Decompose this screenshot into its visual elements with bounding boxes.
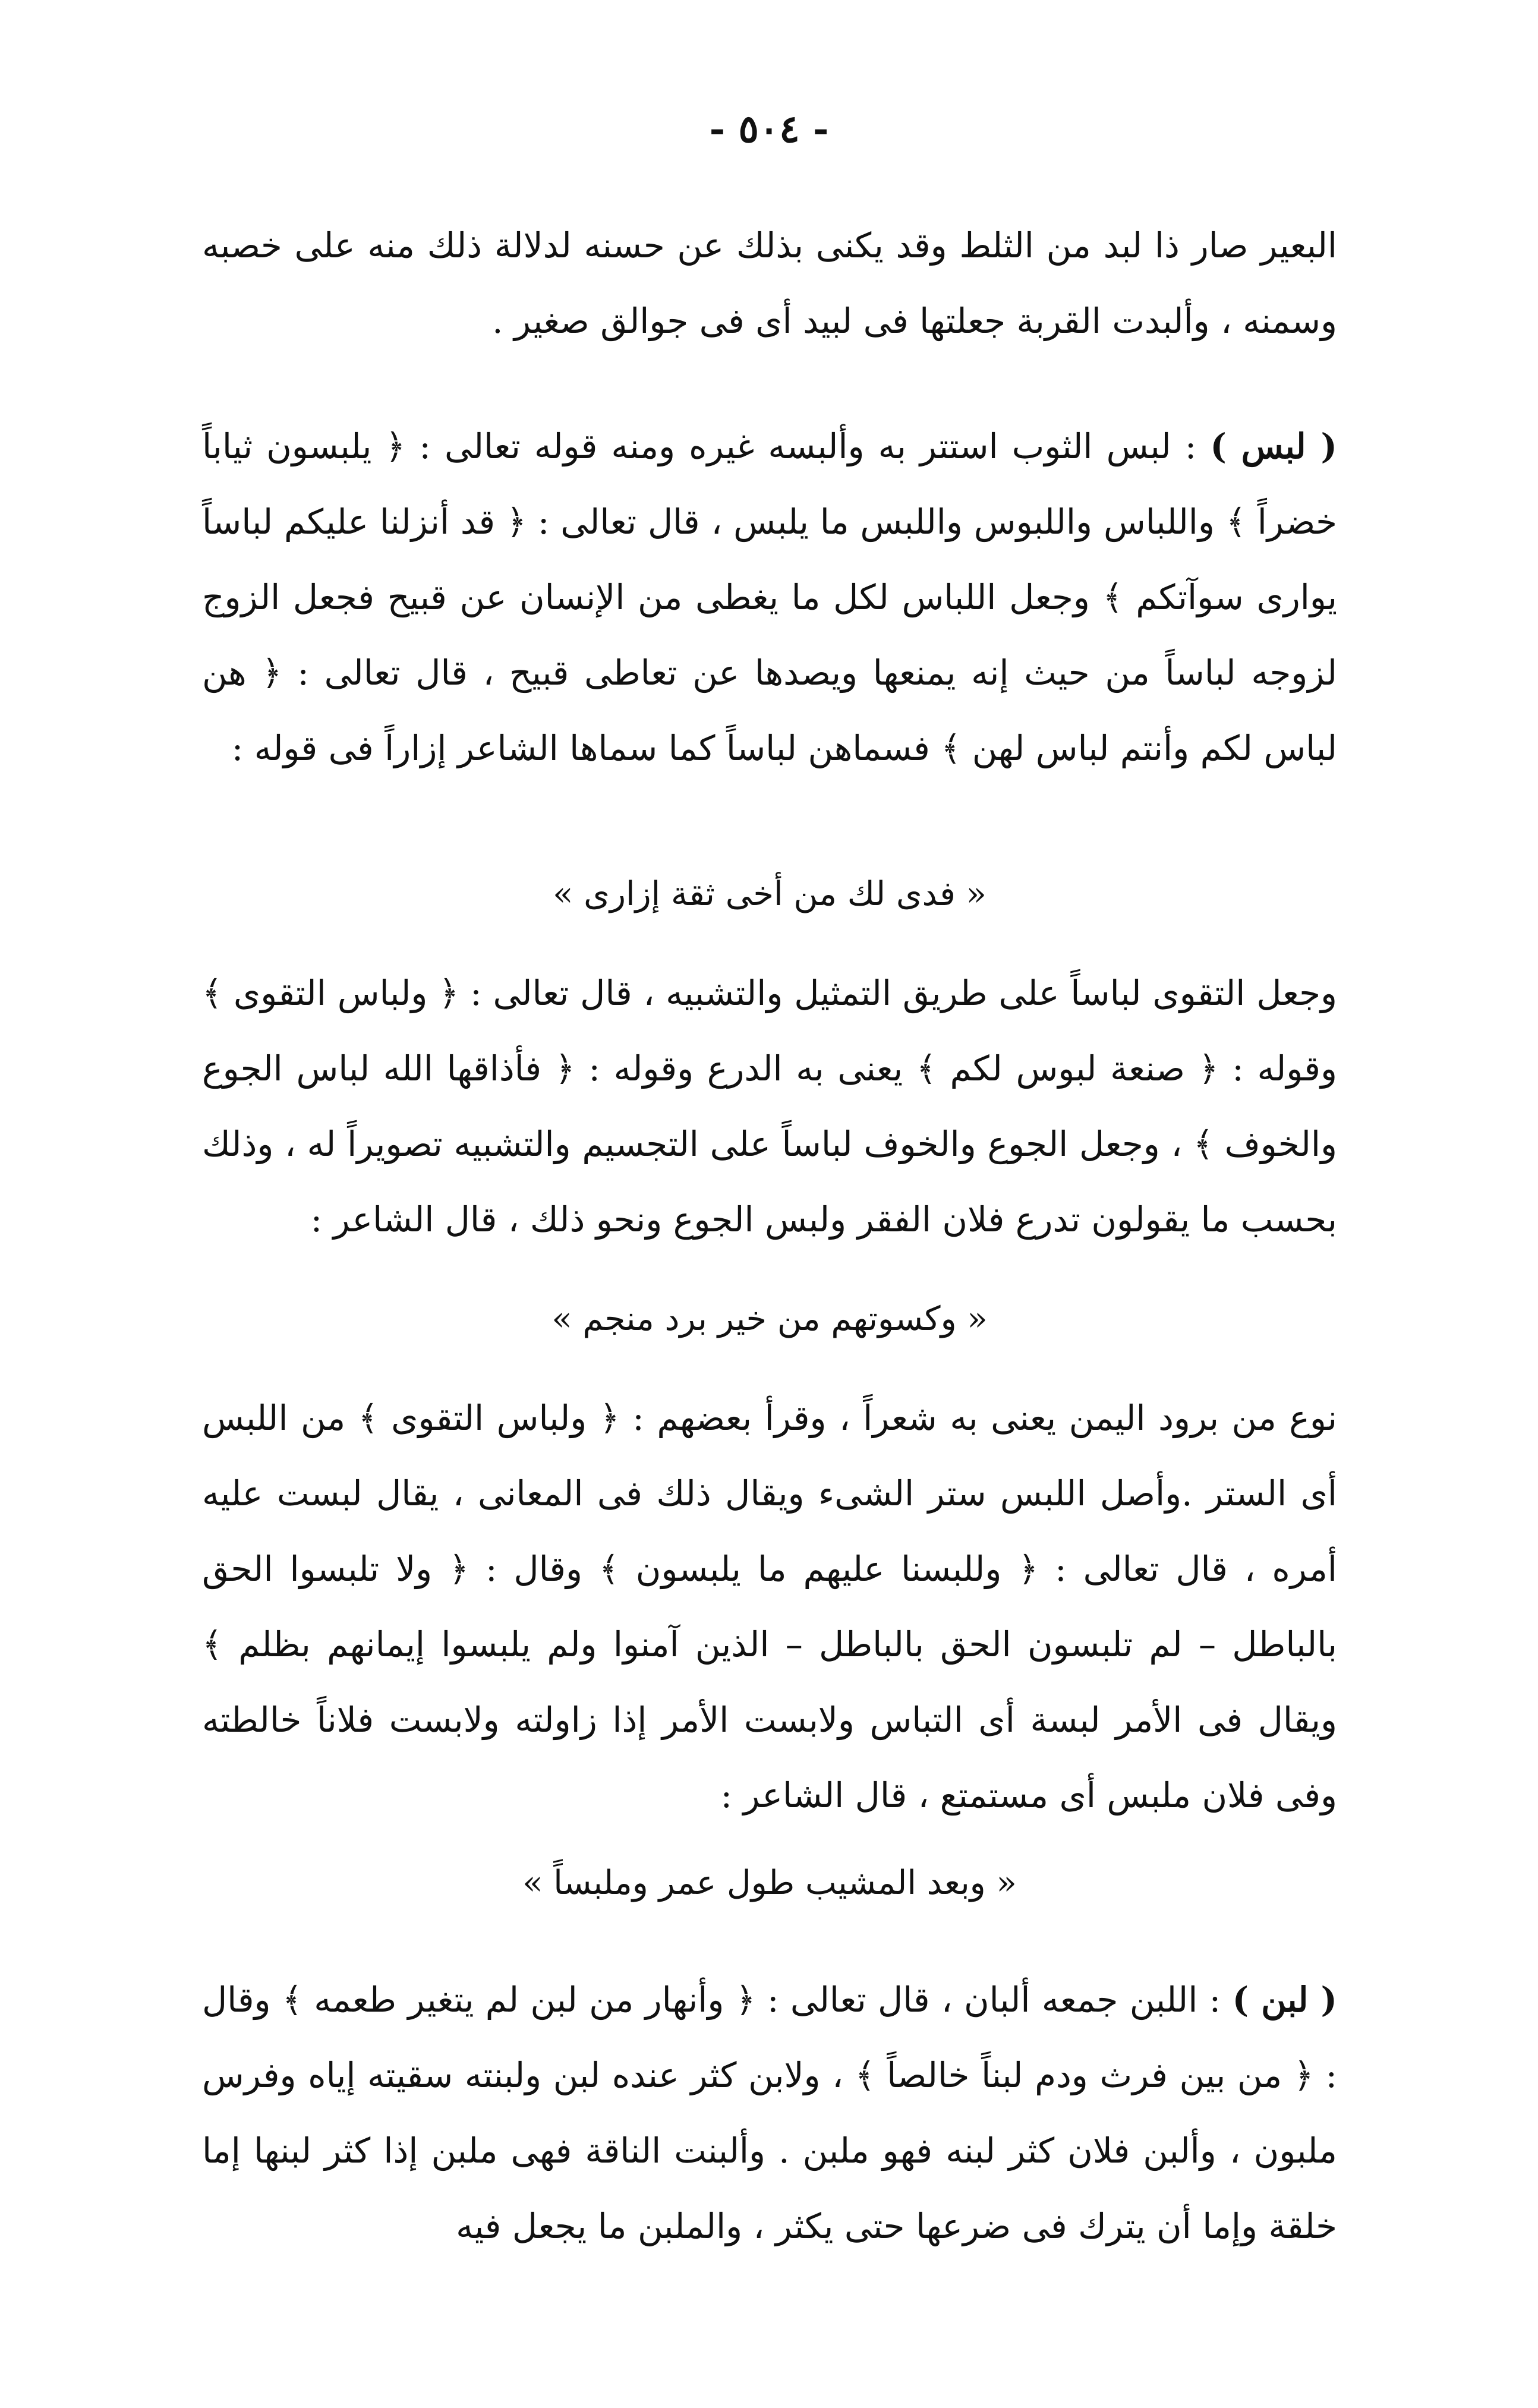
page-number: - ٥٠٤ - [709, 107, 829, 152]
poetry-verse-3: « وبعد المشيب طول عمر وملبساً » [522, 1864, 1017, 1902]
poetry-verse-1: « فدى لك من أخى ثقة إزارى » [553, 875, 987, 913]
headword-laban: ( لبن ) [1232, 1980, 1337, 2020]
entry-libs-text: : لبس الثوب استتر به وألبسه غيره ومنه قوله تعالى : ﴿ يلبسون ثياباً خضراً ﴾ واللباس واللبوس واللبس ما يلبس ، قال تعالى : ﴿ قد أنزلنا عليكم لباساً يوارى سوآتكم ﴾ وجعل اللباس لكل ما يغطى من الإنسان عن قبيح فجعل الزوج لزوجه لباساً من حيث إنه يمنعها ويصدها عن تعاطى قبيح ، قال تعالى : ﴿ هن لباس لكم وأنتم لباس لهن ﴾ فسماهن لباساً كما سماها الشاعر إزاراً فى قوله : [202, 426, 1337, 768]
entry-libs [202, 409, 1337, 786]
poetry-verse-2: « وكسوتهم من خير برد منجم » [551, 1300, 988, 1338]
entry-laban [202, 1962, 1337, 2264]
paragraph-continuation: البعير صار ذا لبد من الثلط وقد يكنى بذلك عن حسنه لدلالة ذلك منه على خصبه وسمنه ، وألبدت القربة جعلتها فى لبيد أى فى جوالق صغير . [202, 225, 1337, 341]
paragraph-taqwa: وجعل التقوى لباساً على طريق التمثيل والتشبيه ، قال تعالى : ﴿ ولباس التقوى ﴾ وقوله : ﴿ صنعة لبوس لكم ﴾ يعنى به الدرع وقوله : ﴿ فأذاقها الله لباس الجوع والخوف ﴾ ، وجعل الجوع والخوف لباساً على التجسيم والتشبيه تصويراً له ، وذلك بحسب ما يقولون تدرع فلان الفقر ولبس الجوع ونحو ذلك ، قال الشاعر : [202, 973, 1337, 1240]
headword-libs: ( لبس ) [1210, 426, 1337, 467]
page-body [202, 208, 1337, 2264]
entry-laban-text: : اللبن جمعه ألبان ، قال تعالى : ﴿ وأنهار من لبن لم يتغير طعمه ﴾ وقال : ﴿ من بين فرث ودم لبناً خالصاً ﴾ ، ولابن كثر عنده لبن ولبنته سقيته إياه وفرس ملبون ، وألبن فلان كثر لبنه فهو ملبن . وألبنت الناقة فهى ملبن إذا كثر لبنها إما خلقة وإما أن يترك فى ضرعها حتى يكثر ، والملبن ما يجعل فيه [202, 1980, 1337, 2246]
paragraph-burud: نوع من برود اليمن يعنى به شعراً ، وقرأ بعضهم : ﴿ ولباس التقوى ﴾ من اللبس أى الستر .وأصل اللبس ستر الشىء ويقال ذلك فى المعانى ، يقال لبست عليه أمره ، قال تعالى : ﴿ وللبسنا عليهم ما يلبسون ﴾ وقال : ﴿ ولا تلبسوا الحق بالباطل – لم تلبسون الحق بالباطل – الذين آمنوا ولم يلبسوا إيمانهم بظلم ﴾ ويقال فى الأمر لبسة أى التباس ولابست الأمر إذا زاولته ولابست فلاناً خالطته وفى فلان ملبس أى مستمتع ، قال الشاعر : [202, 1398, 1337, 1816]
